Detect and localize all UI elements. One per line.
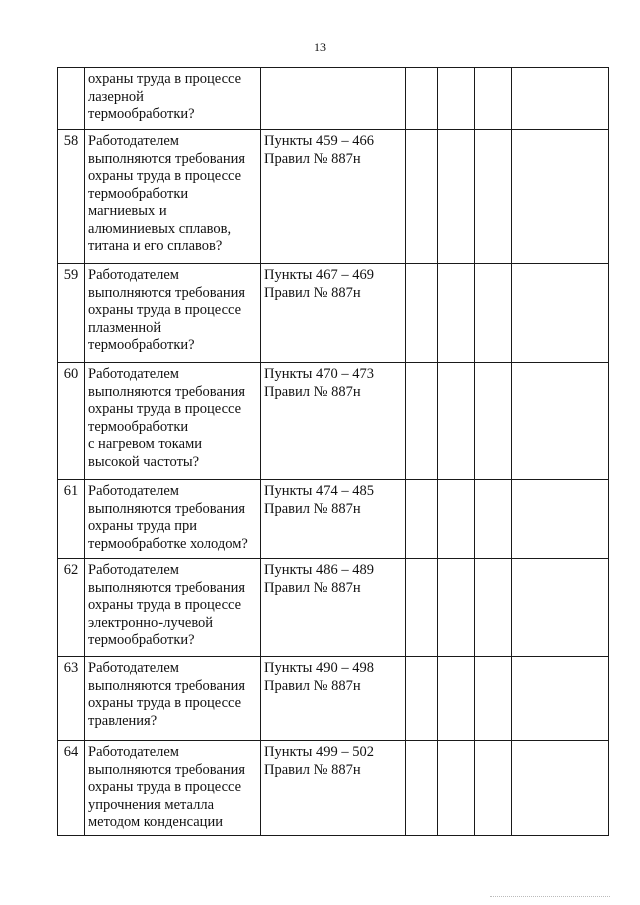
legal-reference: Пункты 459 – 466 Правил № 887н	[261, 130, 406, 264]
answer-na-cell	[475, 264, 512, 363]
legal-reference: Пункты 467 – 469 Правил № 887н	[261, 264, 406, 363]
requirement-question: Работодателем выполняются требования охраны труда в процессе электронно-лучевой термообработки?	[85, 559, 261, 657]
row-number: 59	[58, 264, 85, 363]
notes-cell	[512, 480, 609, 559]
requirement-question: Работодателем выполняются требования охраны труда в процессе термообработки с нагревом токами высокой частоты?	[85, 363, 261, 480]
answer-yes-cell	[406, 264, 438, 363]
table-row	[58, 741, 609, 836]
legal-reference: Пункты 499 – 502 Правил № 887н	[261, 741, 406, 836]
legal-reference	[261, 68, 406, 130]
answer-no-cell	[438, 559, 475, 657]
answer-na-cell	[475, 130, 512, 264]
notes-cell	[512, 363, 609, 480]
table-row	[58, 657, 609, 741]
table-row	[58, 480, 609, 559]
legal-reference: Пункты 490 – 498 Правил № 887н	[261, 657, 406, 741]
answer-na-cell	[475, 480, 512, 559]
row-number: 62	[58, 559, 85, 657]
answer-yes-cell	[406, 130, 438, 264]
requirement-question: Работодателем выполняются требования охраны труда в процессе плазменной термообработки?	[85, 264, 261, 363]
answer-yes-cell	[406, 559, 438, 657]
answer-no-cell	[438, 480, 475, 559]
page-number: 13	[314, 40, 326, 54]
answer-yes-cell	[406, 68, 438, 130]
answer-na-cell	[475, 657, 512, 741]
checklist-table	[57, 67, 609, 836]
answer-no-cell	[438, 363, 475, 480]
table-row	[58, 559, 609, 657]
requirement-question: Работодателем выполняются требования охраны труда в процессе упрочнения металла методом конденсации	[85, 741, 261, 836]
notes-cell	[512, 68, 609, 130]
legal-reference: Пункты 474 – 485 Правил № 887н	[261, 480, 406, 559]
table-row	[58, 264, 609, 363]
notes-cell	[512, 264, 609, 363]
answer-yes-cell	[406, 657, 438, 741]
requirement-question: Работодателем выполняются требования охраны труда при термообработке холодом?	[85, 480, 261, 559]
notes-cell	[512, 657, 609, 741]
row-number: 58	[58, 130, 85, 264]
table-row	[58, 68, 609, 130]
requirement-question: Работодателем выполняются требования охраны труда в процессе термообработки магниевых и алюминиевых сплавов, титана и его сплавов?	[85, 130, 261, 264]
answer-no-cell	[438, 264, 475, 363]
legal-reference: Пункты 486 – 489 Правил № 887н	[261, 559, 406, 657]
answer-na-cell	[475, 68, 512, 130]
answer-na-cell	[475, 741, 512, 836]
answer-na-cell	[475, 363, 512, 480]
requirement-question: Работодателем выполняются требования охраны труда в процессе травления?	[85, 657, 261, 741]
answer-no-cell	[438, 657, 475, 741]
answer-no-cell	[438, 741, 475, 836]
notes-cell	[512, 741, 609, 836]
row-number	[58, 68, 85, 130]
answer-yes-cell	[406, 480, 438, 559]
legal-reference: Пункты 470 – 473 Правил № 887н	[261, 363, 406, 480]
table-row	[58, 363, 609, 480]
notes-cell	[512, 130, 609, 264]
notes-cell	[512, 559, 609, 657]
row-number: 63	[58, 657, 85, 741]
row-number: 61	[58, 480, 85, 559]
answer-no-cell	[438, 130, 475, 264]
scan-artifact	[490, 896, 610, 899]
answer-yes-cell	[406, 741, 438, 836]
requirement-question: охраны труда в процессе лазерной термообработки?	[85, 68, 261, 130]
row-number: 60	[58, 363, 85, 480]
answer-na-cell	[475, 559, 512, 657]
answer-yes-cell	[406, 363, 438, 480]
answer-no-cell	[438, 68, 475, 130]
table-row	[58, 130, 609, 264]
row-number: 64	[58, 741, 85, 836]
